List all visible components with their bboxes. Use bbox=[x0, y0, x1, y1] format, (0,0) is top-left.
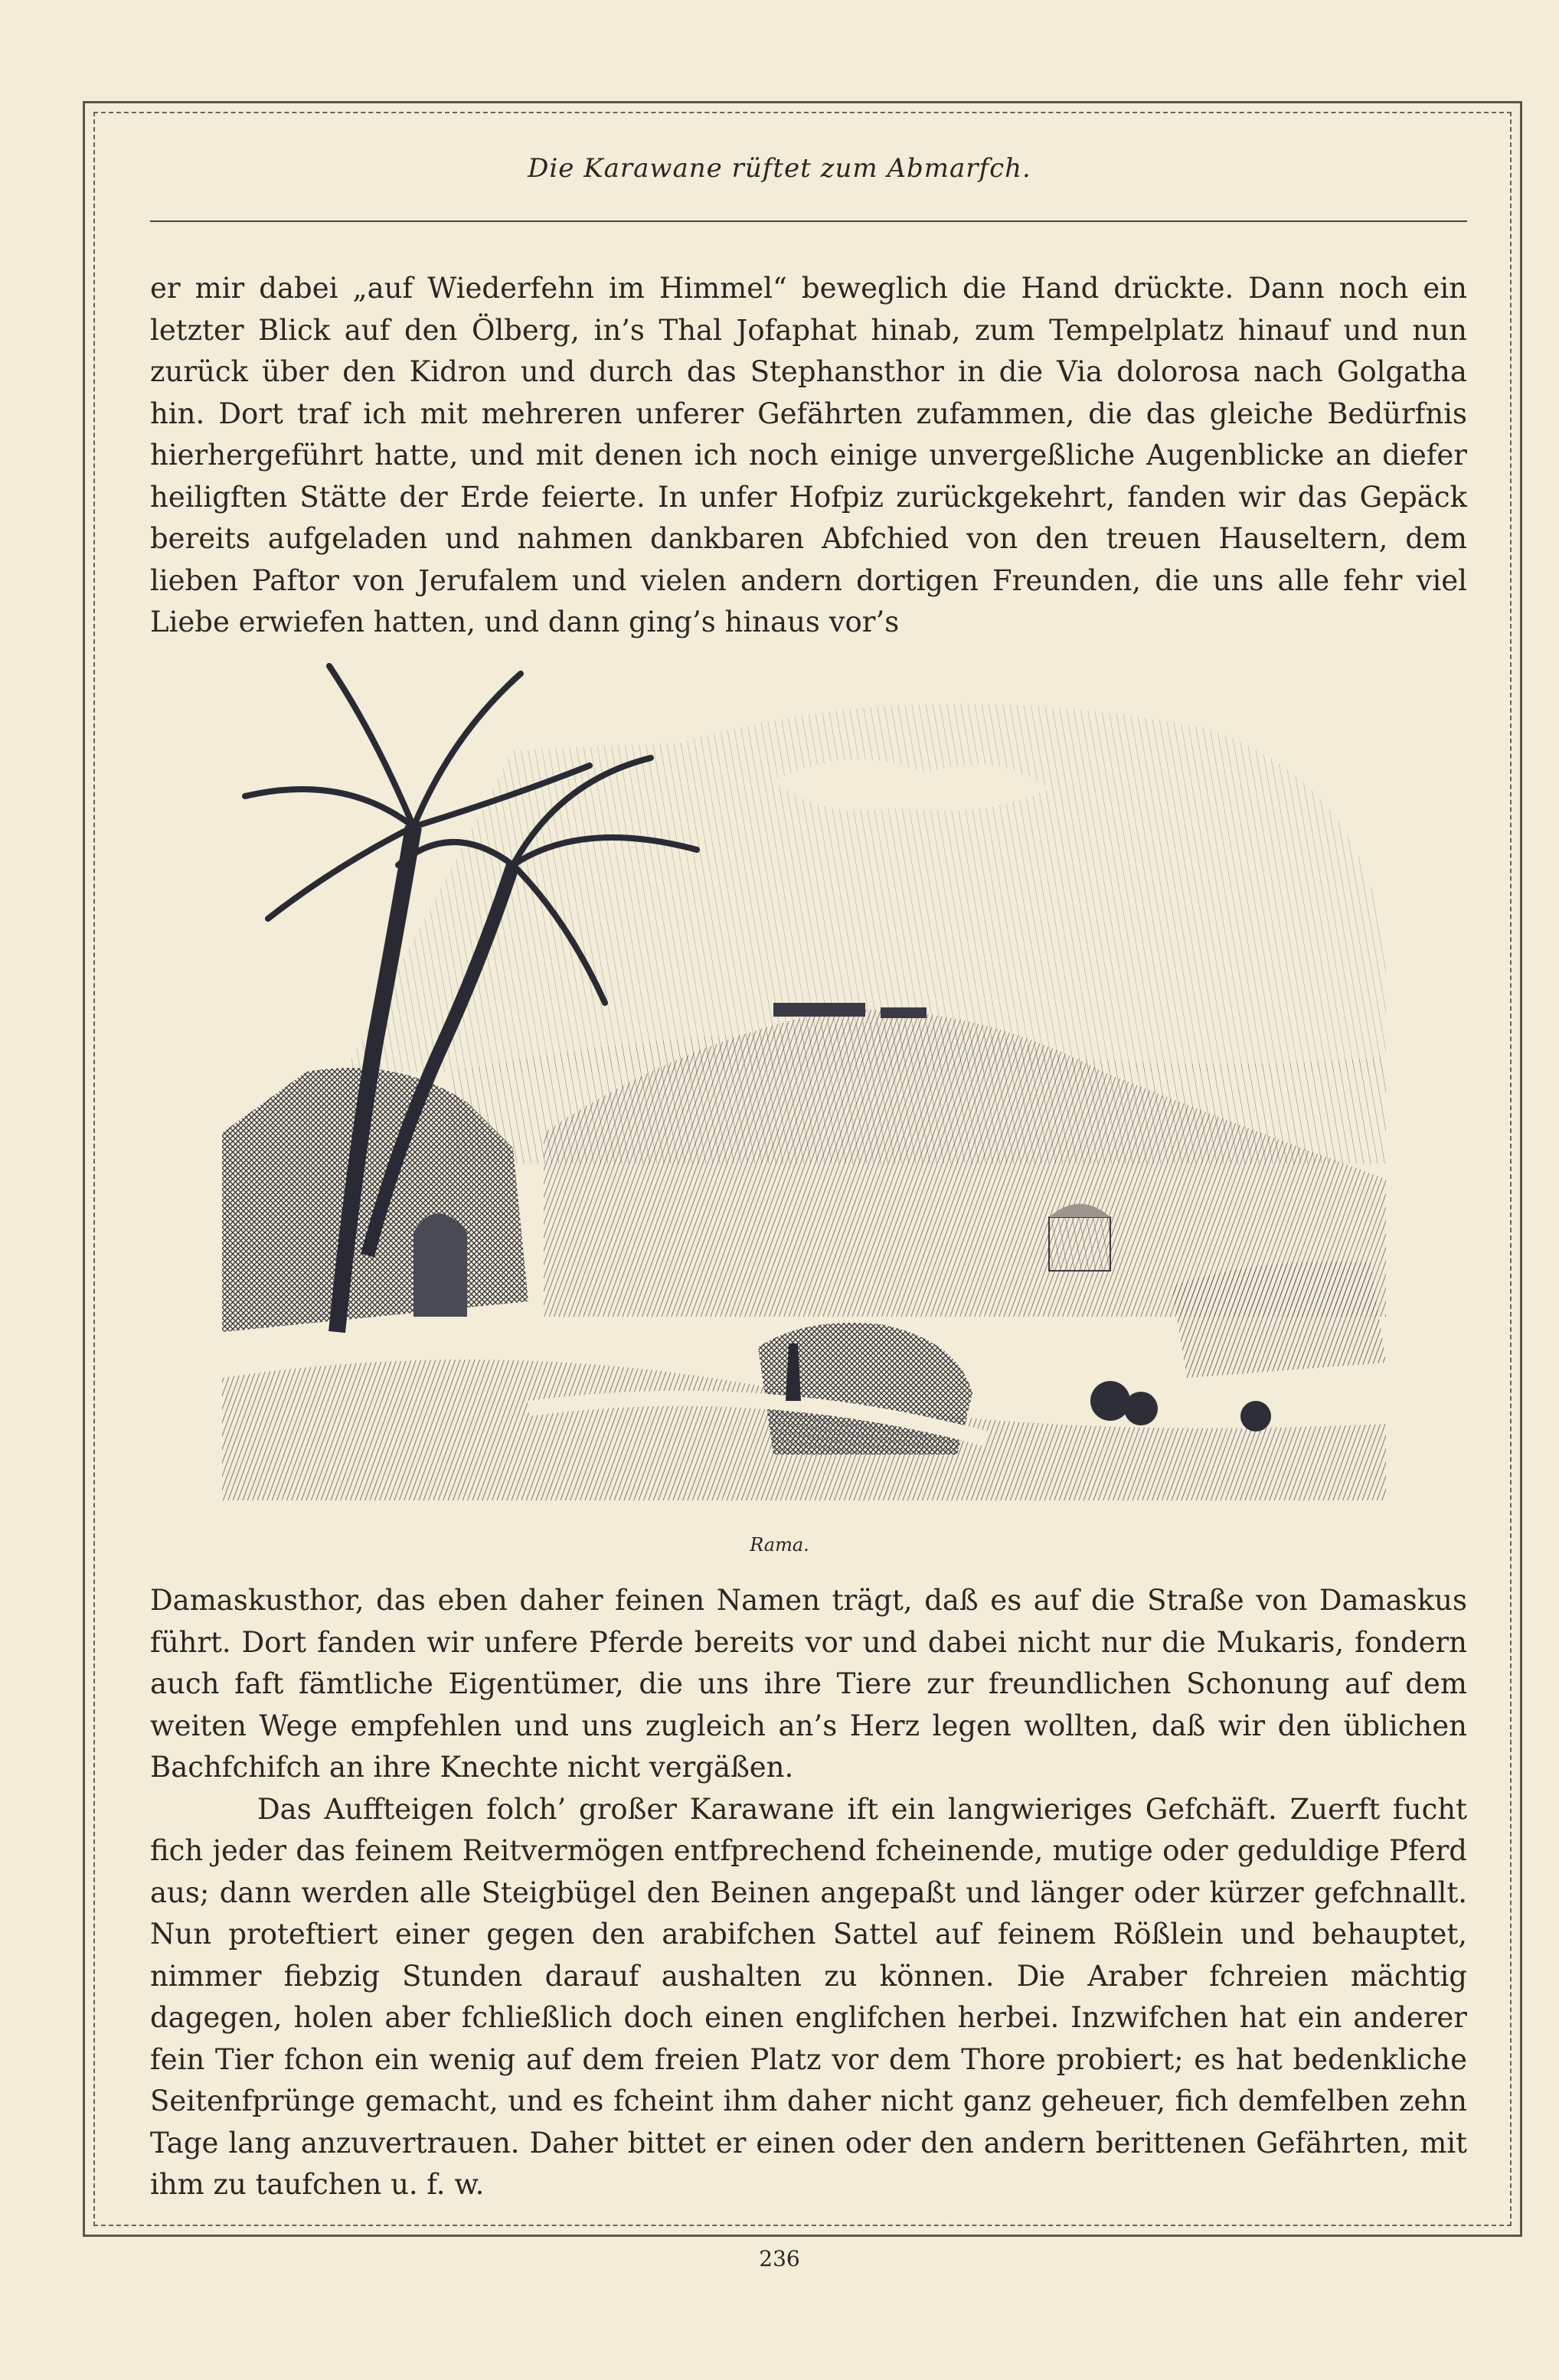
gate-arch bbox=[413, 1213, 467, 1317]
text-block-top bbox=[150, 268, 1467, 644]
header-rule bbox=[150, 220, 1467, 222]
running-head: Die Karawane rüftet zum Abmarfch. bbox=[528, 153, 1031, 184]
rama-engraving bbox=[222, 643, 1401, 1500]
page-number: 236 bbox=[759, 2246, 800, 2271]
paragraph-middle: Damaskusthor, das eben daher feinen Namen trägt, daß es auf die Straße von Damaskus führt. Dort fanden wir unfere Pferde bereits vor und dabei nicht nur die Mukaris, fondern auch faft fämtliche Eigentümer, die uns ihre Tiere zur freundlichen Schonung auf dem weiten Wege empfehlen und uns zugleich an’s Herz legen wollten, daß wir den üblichen Bachfchifch an ihre Knechte nicht vergäßen. bbox=[150, 1584, 1467, 1784]
domed-buildings bbox=[1049, 1217, 1110, 1271]
bushes bbox=[1090, 1381, 1271, 1432]
paragraph-bottom: Das Auffteigen folch’ großer Karawane ift ein langwieriges Gefchäft. Zuerft fucht fich jeder das feinem Reitvermögen entfprechend fcheinende, mutige oder geduldige Pferd aus; dann werden alle Steigbügel den Beinen angepaßt und länger oder kürzer gefchnallt. Nun proteftiert einer gegen den arabifchen Sattel auf feinem Rößlein und behauptet, nimmer fiebzig Stunden darauf aushalten zu können. Die Araber fchreien mächtig dagegen, holen aber fchließlich doch einen englifchen herbei. Inzwifchen hat ein anderer fein Tier fchon ein wenig auf dem freien Platz vor dem Thore probiert; es hat bedenkliche Seitenfprünge gemacht, und es fcheint ihm daher nicht ganz geheuer, fich demfelben zehn Tage lang anzuvertrauen. Daher bittet er einen oder den andern berittenen Gefährten, mit ihm zu taufchen u. f. w. bbox=[150, 1792, 1467, 2201]
text-block-bottom bbox=[150, 1580, 1467, 2206]
illustration-caption: Rama. bbox=[750, 1534, 809, 1556]
paragraph-top: er mir dabei „auf Wiederfehn im Himmel“ beweglich die Hand drückte. Dann noch ein letzter Blick auf den Ölberg, in’s Thal Jofaphat hinab, zum Tempelplatz hinauf und nun zurück über den Kidron und durch das Stephansthor in die Via dolorosa nach Golgatha hin. Dort traf ich mit mehreren unferer Gefährten zufammen, die das gleiche Bedürfnis hierhergeführt hatte, und mit denen ich noch einige unvergeßliche Augenblicke an diefer heiligften Stätte der Erde feierte. In unfer Hofpiz zurückgekehrt, fanden wir das Gepäck bereits aufgeladen und nahmen dankbaren Abfchied von den treuen Hauseltern, dem lieben Paftor von Jerufalem und vielen andern dortigen Freunden, die uns alle fehr viel Liebe erwiefen hatten, und dann ging’s hinaus vor’s bbox=[150, 272, 1467, 638]
village bbox=[773, 1003, 865, 1017]
